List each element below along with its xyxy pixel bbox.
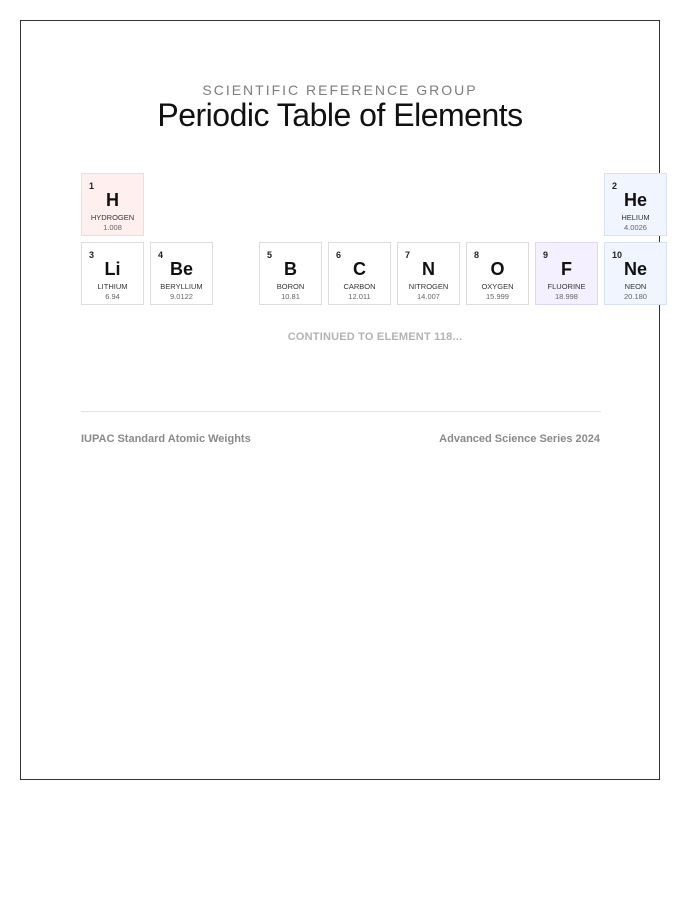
element-tile-nitrogen [397, 242, 460, 305]
atomic-number: 6 [336, 250, 342, 260]
atomic-mass: 18.998 [555, 292, 578, 301]
element-tile-neon [604, 242, 667, 305]
atomic-number: 7 [405, 250, 411, 260]
atomic-number: 5 [267, 250, 273, 260]
atomic-mass: 20.180 [624, 292, 647, 301]
footer-series: Advanced Science Series 2024 [439, 433, 600, 445]
element-tile-helium [604, 173, 667, 236]
atomic-mass: 10.81 [281, 292, 300, 301]
page-subtitle: SCIENTIFIC REFERENCE GROUP [202, 82, 478, 98]
element-tile-carbon [328, 242, 391, 305]
footer-divider [81, 411, 601, 412]
element-tile-oxygen [466, 242, 529, 305]
element-name: BERYLLIUM [160, 282, 203, 291]
element-tile-hydrogen [81, 173, 144, 236]
element-name: HYDROGEN [90, 213, 135, 222]
atomic-mass: 12.011 [348, 292, 371, 301]
element-name: FLUORINE [547, 282, 586, 291]
atomic-number: 3 [89, 250, 95, 260]
element-tile-lithium [81, 242, 144, 305]
element-symbol: Ne [623, 259, 647, 279]
document-page [20, 20, 660, 780]
atomic-number: 9 [543, 250, 549, 260]
atomic-number: 10 [612, 250, 623, 260]
element-tile-boron [259, 242, 322, 305]
atomic-mass: 1.008 [103, 223, 122, 232]
element-name: CARBON [343, 282, 376, 291]
page-title: Periodic Table of Elements [157, 97, 523, 133]
atomic-mass: 9.0122 [170, 292, 193, 301]
element-symbol: H [106, 190, 119, 210]
element-symbol: B [284, 259, 297, 279]
atomic-mass: 6.94 [105, 292, 120, 301]
atomic-mass: 4.0026 [624, 223, 647, 232]
element-symbol: He [623, 190, 647, 210]
element-name: BORON [276, 282, 305, 291]
atomic-mass: 14.007 [417, 292, 440, 301]
element-symbol: Li [104, 259, 121, 279]
element-name: NEON [624, 282, 647, 291]
element-symbol: O [490, 259, 505, 279]
element-symbol: F [561, 259, 572, 279]
element-name: OXYGEN [481, 282, 514, 291]
element-symbol: Be [169, 259, 193, 279]
element-tile-fluorine [535, 242, 598, 305]
atomic-mass: 15.999 [486, 292, 509, 301]
element-name: HELIUM [621, 213, 650, 222]
element-symbol: C [353, 259, 366, 279]
element-tile-beryllium [150, 242, 213, 305]
atomic-number: 1 [89, 181, 95, 191]
element-name: LITHIUM [97, 282, 128, 291]
footer-source: IUPAC Standard Atomic Weights [81, 433, 251, 445]
atomic-number: 8 [474, 250, 480, 260]
atomic-number: 4 [158, 250, 164, 260]
atomic-number: 2 [612, 181, 618, 191]
element-symbol: N [422, 259, 435, 279]
element-name: NITROGEN [408, 282, 449, 291]
continued-note: CONTINUED TO ELEMENT 118... [287, 331, 463, 343]
